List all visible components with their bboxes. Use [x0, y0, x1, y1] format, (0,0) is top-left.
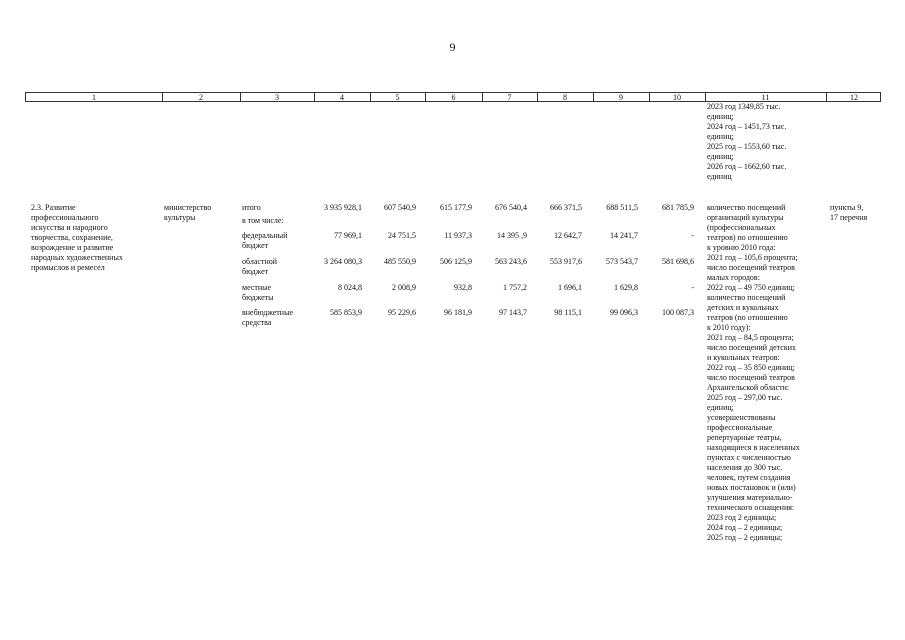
indicator-line: 2025 год – 2 единицы; [707, 533, 783, 542]
indicator-line: и кукольных театров: [707, 353, 780, 362]
funding-value: 1 696,1 [558, 283, 582, 292]
row-title-line: народных художественных [31, 253, 123, 262]
funding-value: 1 757,2 [503, 283, 527, 292]
header-divider [425, 93, 426, 101]
indicator-line: 2024 год – 2 единицы; [707, 523, 783, 532]
funding-value: - [691, 283, 694, 292]
funding-source-label: внебюджетные [242, 308, 293, 317]
header-cell: 6 [451, 93, 456, 102]
continuation-line: 2024 год – 1451,73 тыс. [707, 122, 787, 131]
funding-value: 932,8 [454, 283, 472, 292]
indicator-line: единиц; [707, 403, 734, 412]
indicator-line: 2023 год 2 единицы; [707, 513, 777, 522]
row-title-line: промыслов и ремесел [31, 263, 105, 272]
reference-line: 17 перечня [830, 213, 868, 222]
indicator-line: пунктах с численностью [707, 453, 791, 462]
indicator-line: театров (по отношению [707, 313, 788, 322]
indicator-line: число посещений театров [707, 263, 795, 272]
funding-value: 99 096,3 [610, 308, 638, 317]
indicator-line: малых городов: [707, 273, 760, 282]
reference-line: пункты 9, [830, 203, 864, 212]
header-cell: 9 [619, 93, 623, 102]
funding-value: 11 937,3 [444, 231, 472, 240]
funding-value: 585 853,9 [330, 308, 362, 317]
header-divider [593, 93, 594, 101]
funding-value: 1 629,8 [614, 283, 638, 292]
funding-value: 95 229,6 [388, 308, 416, 317]
funding-value: 3 264 080,3 [324, 257, 362, 266]
header-cell: 10 [673, 93, 681, 102]
funding-value: 581 698,6 [662, 257, 694, 266]
funding-value: 563 243,6 [495, 257, 527, 266]
funding-source-label: бюджет [242, 267, 269, 276]
reference-cell [830, 203, 867, 223]
indicator-line: 2022 год – 35 850 единиц; [707, 363, 795, 372]
continuation-line: единиц; [707, 132, 734, 141]
header-cell: 8 [563, 93, 567, 102]
header-cell: 3 [275, 93, 279, 102]
indicator-line: количество посещений [707, 293, 786, 302]
funding-value: 97 143,7 [499, 308, 527, 317]
funding-value: 485 550,9 [384, 257, 416, 266]
row-title-line: возрождение и развитие [31, 243, 114, 252]
header-cell: 11 [761, 93, 770, 102]
funding-value: 98 115,1 [554, 308, 582, 317]
indicator-line: (профессиональных [707, 223, 776, 232]
indicator-line: театров) по отношению [707, 233, 788, 242]
funding-value: 3 935 928,1 [324, 203, 362, 212]
header-divider [314, 93, 315, 101]
header-divider [370, 93, 371, 101]
funding-source-label: бюджет [242, 241, 269, 250]
header-divider [649, 93, 650, 101]
funding-source-label: в том числе: [242, 216, 284, 225]
funding-value: - [691, 231, 694, 240]
continuation-cell [707, 102, 825, 182]
executor-line: культуры [164, 213, 196, 222]
funding-value: 506 125,9 [440, 257, 472, 266]
indicator-line: число посещений детских [707, 343, 797, 352]
indicator-line: 2022 год – 49 750 единиц; [707, 283, 795, 292]
indicator-line: Архангельской области: [707, 383, 790, 392]
header-cell: 5 [395, 93, 400, 102]
header-divider [162, 93, 163, 101]
indicators-cell [707, 203, 825, 543]
row-title-line: 2.3. Развитие [31, 203, 76, 212]
row-title-line: искусства и народного [31, 223, 108, 232]
row-title-line: профессионального [31, 213, 99, 222]
indicator-line: детских и кукольных [707, 303, 779, 312]
funding-value: 96 181,9 [444, 308, 472, 317]
continuation-line: 2026 год – 1662,60 тыс. [707, 162, 787, 171]
funding-value: 77 969,1 [334, 231, 362, 240]
indicator-line: к 2010 году): [707, 323, 751, 332]
funding-value: 8 024,8 [338, 283, 362, 292]
indicator-line: к уровню 2010 года: [707, 243, 776, 252]
funding-source-label: местные [242, 283, 272, 292]
funding-value: 14 395 ,9 [497, 231, 527, 240]
indicator-line: количество посещений [707, 203, 786, 212]
funding-value: 553 917,6 [550, 257, 582, 266]
row-executor [164, 203, 211, 223]
continuation-line: 2025 год – 1553,60 тыс. [707, 142, 787, 151]
funding-source-label: областной [242, 257, 278, 266]
header-cell: 4 [340, 93, 344, 102]
funding-value: 681 785,9 [662, 203, 694, 212]
indicator-line: 2021 год – 84,5 процента; [707, 333, 794, 342]
row-title [31, 203, 123, 273]
funding-source-label: федеральный [242, 231, 288, 240]
header-divider [826, 93, 827, 101]
header-cell: 2 [199, 93, 203, 102]
indicator-line: технического оснащения: [707, 503, 795, 512]
indicator-line: населения до 300 тыс. [707, 463, 783, 472]
funding-value: 666 371,5 [550, 203, 582, 212]
header-divider [537, 93, 538, 101]
funding-value: 615 177,9 [440, 203, 472, 212]
continuation-line: единиц; [707, 152, 734, 161]
table-header-row [25, 92, 881, 102]
funding-value: 2 008,9 [392, 283, 416, 292]
header-divider [705, 93, 706, 101]
indicator-line: 2025 год – 297,00 тыс. [707, 393, 783, 402]
indicator-line: число посещений театров [707, 373, 795, 382]
funding-value: 688 511,5 [606, 203, 638, 212]
page-number: 9 [449, 40, 456, 54]
indicator-line: улучшения материально- [707, 493, 793, 502]
indicator-line: профессиональные [707, 423, 773, 432]
funding-source-label: итого [242, 203, 261, 212]
funding-value: 573 543,7 [606, 257, 638, 266]
row-title-line: творчества, сохранение, [31, 233, 113, 242]
executor-line: министерство [164, 203, 212, 212]
funding-value: 607 540,9 [384, 203, 416, 212]
funding-value: 100 087,3 [662, 308, 694, 317]
header-divider [482, 93, 483, 101]
indicator-line: организаций культуры [707, 213, 784, 222]
header-cell: 7 [507, 93, 512, 102]
funding-source-label: средства [242, 318, 272, 327]
continuation-line: единиц [707, 172, 732, 181]
funding-value: 14 241,7 [610, 231, 638, 240]
funding-source-label: бюджеты [242, 293, 274, 302]
indicator-line: новых постановок и (или) [707, 483, 796, 492]
header-cell: 1 [92, 93, 96, 102]
indicator-line: человек, путем создания [707, 473, 791, 482]
indicator-line: 2021 год – 105,6 процента; [707, 253, 798, 262]
continuation-line: 2023 год 1349,85 тыс. [707, 102, 781, 111]
funding-value: 676 540,4 [495, 203, 527, 212]
funding-value: 24 751,5 [388, 231, 416, 240]
continuation-line: единиц; [707, 112, 734, 121]
indicator-line: находящиеся в населенных [707, 443, 800, 452]
indicator-line: усовершенствованы [707, 413, 776, 422]
header-cell: 12 [850, 93, 858, 102]
header-divider [240, 93, 241, 101]
funding-value: 12 642,7 [554, 231, 582, 240]
indicator-line: репертуарные театры, [707, 433, 782, 442]
